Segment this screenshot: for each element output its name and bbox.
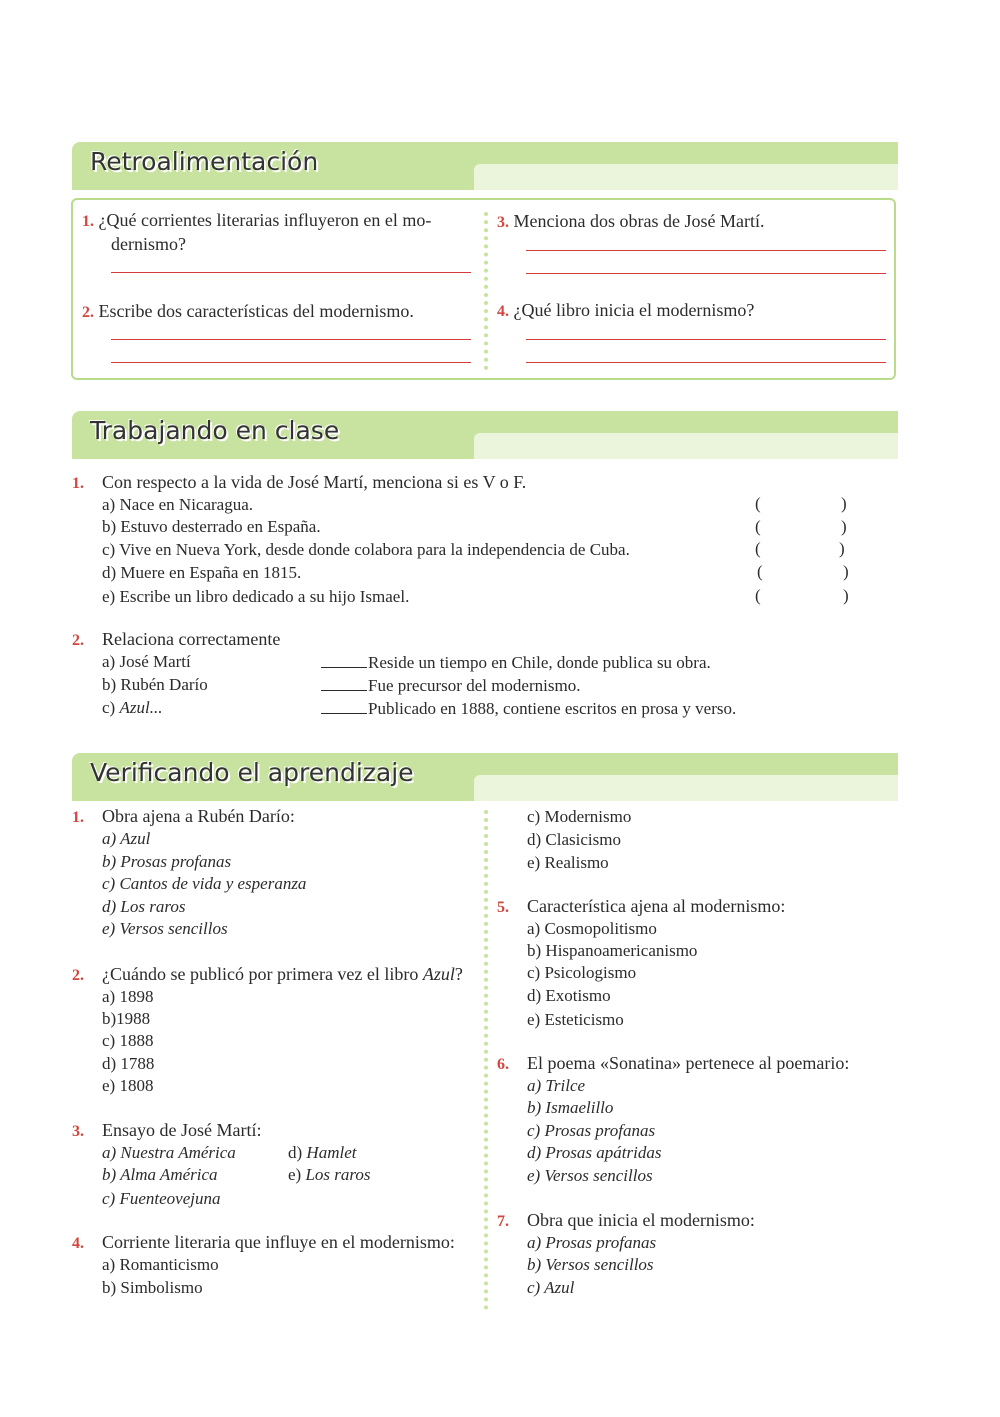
- question-text: Ensayo de José Martí:: [102, 1120, 262, 1140]
- retro-question-4: [497, 299, 887, 323]
- option-item[interactable]: d) Los raros: [102, 897, 186, 916]
- question-text: ¿Qué corrientes literarias influyeron en el mo-: [98, 210, 432, 230]
- match-left-item: a) José Martí: [102, 652, 191, 671]
- question-text: El poema «Sonatina» pertenece al poemario:: [527, 1053, 850, 1073]
- question-number: 2.: [82, 304, 94, 321]
- verif-question-2: [72, 963, 463, 987]
- match-blank[interactable]: [321, 651, 367, 668]
- question-number: 1.: [82, 213, 94, 230]
- option-item[interactable]: e) Realismo: [527, 853, 609, 872]
- question-text: ¿Cuándo se publicó por primera vez el libro: [102, 964, 423, 984]
- trabajando-question-2: [72, 628, 280, 652]
- option-label: e): [288, 1165, 306, 1184]
- option-item[interactable]: a) Cosmopolitismo: [527, 919, 657, 938]
- match-right-text: Reside un tiempo en Chile, donde publica su obra.: [368, 653, 711, 672]
- trabajando-question-1: [72, 471, 526, 495]
- option-item[interactable]: b) Prosas profanas: [102, 852, 232, 871]
- answer-close-paren: ): [843, 586, 849, 605]
- option-item[interactable]: b) Ismaelillo: [527, 1098, 614, 1117]
- header-tab: [474, 164, 898, 190]
- question-mark: ?: [454, 964, 463, 984]
- option-item[interactable]: d) Exotismo: [527, 986, 611, 1005]
- question-text: Menciona dos obras de José Martí.: [513, 211, 765, 231]
- question-text-cont: dernismo?: [111, 234, 186, 254]
- section-header-retroalimentacion: [72, 142, 898, 190]
- answer-line[interactable]: [111, 339, 471, 340]
- retro-question-2: [82, 300, 482, 324]
- answer-line[interactable]: [526, 339, 886, 340]
- answer-close-paren: ): [839, 539, 845, 558]
- match-right-text: Publicado en 1888, contiene escritos en prosa y verso.: [368, 699, 737, 718]
- option-item[interactable]: b) Hispanoamericanismo: [527, 941, 698, 960]
- option-item[interactable]: c) Prosas profanas: [527, 1121, 656, 1140]
- retro-question-1: [82, 209, 482, 256]
- verif-question-3: [72, 1119, 261, 1143]
- option-item[interactable]: a) Prosas profanas: [527, 1233, 657, 1252]
- vf-item: b) Estuvo desterrado en España.: [102, 517, 321, 536]
- answer-close-paren: ): [843, 562, 849, 581]
- question-text: Relaciona correctamente: [102, 629, 281, 649]
- verif-question-1: [72, 805, 295, 829]
- section-title: Retroalimentación: [90, 147, 319, 176]
- question-text: Escribe dos características del modernismo.: [98, 301, 414, 321]
- match-right-item: [321, 697, 736, 720]
- option-item[interactable]: e) Esteticismo: [527, 1010, 624, 1029]
- question-number: 4.: [497, 303, 509, 320]
- option-item[interactable]: a) Romanticismo: [102, 1255, 219, 1274]
- match-right-item: [321, 674, 580, 697]
- option-item[interactable]: d) Clasicismo: [527, 830, 621, 849]
- answer-line[interactable]: [111, 272, 471, 273]
- option-item[interactable]: c) Psicologismo: [527, 963, 637, 982]
- option-item[interactable]: c) Azul: [527, 1278, 575, 1297]
- vf-item: d) Muere en España en 1815.: [102, 563, 302, 582]
- question-number: 6.: [497, 1056, 509, 1073]
- answer-close-paren: ): [841, 494, 847, 513]
- question-number: 1.: [72, 809, 84, 826]
- option-item[interactable]: e) Versos sencillos: [102, 919, 228, 938]
- match-left-title: Azul...: [119, 698, 163, 717]
- verif-question-6: [497, 1052, 849, 1076]
- header-tab: [474, 775, 898, 801]
- option-item[interactable]: a) Nuestra América: [102, 1143, 236, 1162]
- verif-question-5: [497, 895, 785, 919]
- match-blank[interactable]: [321, 697, 367, 714]
- option-item[interactable]: e) 1808: [102, 1076, 154, 1095]
- question-number: 5.: [497, 899, 509, 916]
- option-item[interactable]: d) Prosas apátridas: [527, 1143, 662, 1162]
- answer-line[interactable]: [111, 362, 471, 363]
- vf-item: c) Vive en Nueva York, desde donde colabora para la independencia de Cuba.: [102, 540, 630, 559]
- retro-question-3: [497, 210, 887, 234]
- match-blank[interactable]: [321, 674, 367, 691]
- verif-question-7: [497, 1209, 755, 1233]
- question-number: 7.: [497, 1213, 509, 1230]
- answer-open-paren[interactable]: (: [757, 562, 763, 581]
- section-header-trabajando: [72, 411, 898, 459]
- option-item[interactable]: [288, 1164, 371, 1186]
- option-item[interactable]: c) Cantos de vida y esperanza: [102, 874, 307, 893]
- option-item[interactable]: a) 1898: [102, 987, 154, 1006]
- answer-close-paren: ): [841, 517, 847, 536]
- option-item[interactable]: e) Versos sencillos: [527, 1166, 653, 1185]
- vf-item: e) Escribe un libro dedicado a su hijo Ismael.: [102, 587, 410, 606]
- option-item[interactable]: a) Azul: [102, 829, 151, 848]
- column-divider: [484, 212, 488, 370]
- question-text: Obra ajena a Rubén Darío:: [102, 806, 295, 826]
- section-header-verificando: [72, 753, 898, 801]
- header-tab: [474, 433, 898, 459]
- option-item[interactable]: b) Simbolismo: [102, 1278, 203, 1297]
- question-number: 3.: [497, 214, 509, 231]
- answer-open-paren[interactable]: (: [755, 494, 761, 513]
- vf-item: a) Nace en Nicaragua.: [102, 495, 254, 514]
- question-title: Azul: [422, 964, 455, 984]
- question-text: Con respecto a la vida de José Martí, menciona si es V o F.: [102, 472, 527, 492]
- section-title: Trabajando en clase: [90, 416, 340, 445]
- option-text: Los raros: [305, 1165, 371, 1184]
- question-text: Obra que inicia el modernismo:: [527, 1210, 755, 1230]
- question-number: 3.: [72, 1123, 84, 1140]
- question-number: 2.: [72, 967, 84, 984]
- answer-line[interactable]: [526, 362, 886, 363]
- column-divider: [484, 810, 488, 1310]
- option-item[interactable]: d) 1788: [102, 1054, 155, 1073]
- question-number: 2.: [72, 632, 84, 649]
- match-left-item: b) Rubén Darío: [102, 675, 208, 694]
- question-text: Característica ajena al modernismo:: [527, 896, 786, 916]
- question-number: 4.: [72, 1235, 84, 1252]
- question-text: Corriente literaria que influye en el modernismo:: [102, 1232, 455, 1252]
- match-left-label: c): [102, 698, 120, 717]
- answer-open-paren[interactable]: (: [755, 586, 761, 605]
- question-number: 1.: [72, 475, 84, 492]
- question-text: ¿Qué libro inicia el modernismo?: [513, 300, 755, 320]
- option-item[interactable]: c) 1888: [102, 1031, 154, 1050]
- answer-line[interactable]: [526, 273, 886, 274]
- option-item[interactable]: b)1988: [102, 1009, 151, 1028]
- option-item[interactable]: a) Trilce: [527, 1076, 586, 1095]
- option-item[interactable]: b) Alma América: [102, 1165, 218, 1184]
- match-right-text: Fue precursor del modernismo.: [368, 676, 581, 695]
- match-right-item: [321, 651, 711, 674]
- option-item[interactable]: [288, 1142, 356, 1164]
- option-label: d): [288, 1143, 307, 1162]
- option-item[interactable]: c) Modernismo: [527, 807, 632, 826]
- section-title: Verificando el aprendizaje: [90, 758, 414, 787]
- option-item[interactable]: b) Versos sencillos: [527, 1255, 654, 1274]
- match-left-item-c: [102, 697, 162, 719]
- verif-question-4: [72, 1231, 455, 1255]
- answer-open-paren[interactable]: (: [755, 517, 761, 536]
- option-item[interactable]: c) Fuenteovejuna: [102, 1189, 221, 1208]
- option-text: Hamlet: [306, 1143, 357, 1162]
- answer-open-paren[interactable]: (: [755, 539, 761, 558]
- answer-line[interactable]: [526, 250, 886, 251]
